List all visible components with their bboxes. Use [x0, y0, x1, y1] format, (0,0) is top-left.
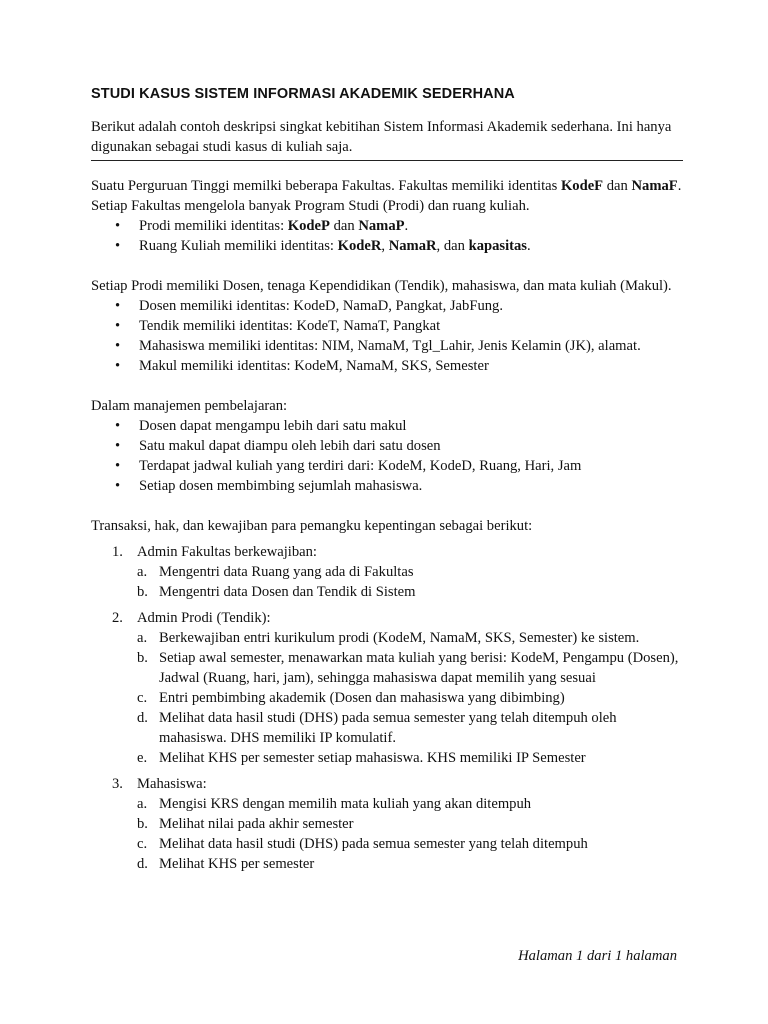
section4-paragraph: Transaksi, hak, dan kewajiban para pemangku kepentingan sebagai berikut:: [91, 518, 533, 534]
numbered-item-mahasiswa: [91, 774, 683, 874]
sub-list-item: c. Entri pembimbing akademik (Dosen dan mahasiswa yang dibimbing): [137, 690, 565, 706]
item-label: Admin Prodi (Tendik):: [137, 610, 271, 626]
numbered-item-admin-fakultas: [91, 542, 683, 602]
keyword-kodef: KodeF: [560, 178, 604, 194]
section1-bullet-list: [91, 216, 683, 256]
item-number: 2.: [112, 610, 123, 626]
sub-list-item: d. Melihat KHS per semester: [137, 856, 315, 872]
list-item: • Prodi memiliki identitas: KodeP dan NamaP.: [91, 216, 683, 236]
section2-paragraph: Setiap Prodi memiliki Dosen, tenaga Kependidikan (Tendik), mahasiswa, dan mata kuliah (Makul).: [91, 278, 672, 294]
sub-list: [137, 562, 683, 602]
keyword-namaf: NamaF: [631, 178, 678, 194]
section3-paragraph: Dalam manajemen pembelajaran:: [91, 398, 288, 414]
item-number: 1.: [112, 544, 123, 560]
page-footer: Halaman 1 dari 1 halaman: [518, 948, 677, 964]
sub-list: [137, 794, 683, 874]
item-label: Admin Fakultas berkewajiban:: [137, 544, 317, 560]
intro-paragraph: Berikut adalah contoh deskripsi singkat kebitihan Sistem Informasi Akademik sederhana. Ini hanya digunakan sebagai studi kasus di kuliah saja.: [91, 119, 672, 155]
sub-list-item: b. Mengentri data Dosen dan Tendik di Sistem: [137, 584, 416, 600]
section1-paragraph-1: Suatu Perguruan Tinggi memilki beberapa Fakultas. Fakultas memiliki identitas KodeF dan NamaF.: [91, 178, 682, 194]
sub-list-item: a. Mengentri data Ruang yang ada di Fakultas: [137, 564, 414, 580]
sub-list-item: a. Berkewajiban entri kurikulum prodi (KodeM, NamaM, SKS, Semester) ke sistem.: [137, 630, 640, 646]
sub-list-item: b. Melihat nilai pada akhir semester: [137, 816, 354, 832]
numbered-item-admin-prodi: [91, 608, 683, 768]
sub-list-item: b. Setiap awal semester, menawarkan mata kuliah yang berisi: KodeM, Pengampu (Dosen), Jadwal (Ruang, hari, jam), sehingga mahasiswa dapat memilih yang sesuai: [137, 650, 679, 686]
sub-list: [137, 628, 683, 768]
item-label: Mahasiswa:: [137, 776, 207, 792]
document-title: STUDI KASUS SISTEM INFORMASI AKADEMIK SEDERHANA: [91, 86, 515, 102]
list-item: • Tendik memiliki identitas: KodeT, NamaT, Pangkat: [91, 316, 683, 336]
section2-bullet-list: [91, 296, 683, 376]
list-item: • Satu makul dapat diampu oleh lebih dari satu dosen: [91, 436, 683, 456]
divider: [91, 160, 683, 161]
sub-list-item: c. Melihat data hasil studi (DHS) pada semua semester yang telah ditempuh: [137, 836, 588, 852]
list-item: • Dosen memiliki identitas: KodeD, NamaD, Pangkat, JabFung.: [91, 296, 683, 316]
sub-list-item: d. Melihat data hasil studi (DHS) pada semua semester yang telah ditempuh oleh mahasiswa. DHS memiliki IP komulatif.: [137, 710, 617, 746]
item-number: 3.: [112, 776, 123, 792]
sub-list-item: a. Mengisi KRS dengan memilih mata kuliah yang akan ditempuh: [137, 796, 532, 812]
list-item: • Ruang Kuliah memiliki identitas: KodeR, NamaR, dan kapasitas.: [91, 236, 683, 256]
list-item: • Makul memiliki identitas: KodeM, NamaM, SKS, Semester: [91, 356, 683, 376]
list-item: • Terdapat jadwal kuliah yang terdiri dari: KodeM, KodeD, Ruang, Hari, Jam: [91, 456, 683, 476]
list-item: • Dosen dapat mengampu lebih dari satu makul: [91, 416, 683, 436]
sub-list-item: e. Melihat KHS per semester setiap mahasiswa. KHS memiliki IP Semester: [137, 750, 586, 766]
section3-bullet-list: [91, 416, 683, 496]
section1-paragraph-2: Setiap Fakultas mengelola banyak Program Studi (Prodi) dan ruang kuliah.: [91, 198, 530, 214]
list-item: • Setiap dosen membimbing sejumlah mahasiswa.: [91, 476, 683, 496]
list-item: • Mahasiswa memiliki identitas: NIM, NamaM, Tgl_Lahir, Jenis Kelamin (JK), alamat.: [91, 336, 683, 356]
document-body: [91, 84, 683, 880]
stakeholder-numbered-list: [91, 542, 683, 874]
